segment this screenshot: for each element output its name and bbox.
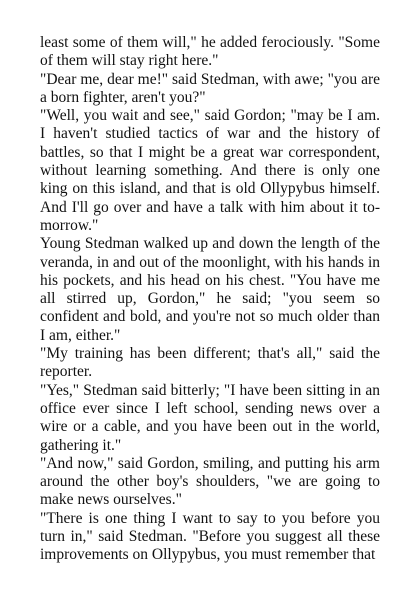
paragraph-3: "Well, you wait and see," said Gordon; "may be I am. I haven't studied tactics of war and the history of battles, so that I might be a great war correspondent, without learning something. And there is only one king on this island, and that is old Ollypybus himself. And I'll go over and have a talk with him about it to-morrow." [40, 107, 380, 234]
paragraph-4: Young Stedman walked up and down the length of the veranda, in and out of the moonlight, with his hands in his pockets, and his head on his chest. "You have me all stirred up, Gordon," he said; "you seem so confident and bold, and you're not so much older than I am, either." [40, 235, 380, 344]
paragraph-2: "Dear me, dear me!" said Stedman, with awe; "you are a born fighter, aren't you?" [40, 70, 380, 106]
paragraph-7: "And now," said Gordon, smiling, and putting his arm around the other boy's shoulders, "we are going to make news ourselves." [40, 454, 380, 509]
page-text [40, 34, 380, 565]
paragraph-8: "There is one thing I want to say to you before you turn in," said Stedman. "Before you suggest all these improvements on Ollypybus, you must remember that [40, 509, 380, 564]
paragraph-6: "Yes," Stedman said bitterly; "I have been sitting in an office ever since I left school, sending news over a wire or a cable, and you have been out in the world, gathering it." [40, 381, 380, 454]
paragraph-1: least some of them will," he added ferociously. "Some of them will stay right here." [40, 34, 380, 70]
paragraph-5: "My training has been different; that's all," said the reporter. [40, 345, 380, 381]
